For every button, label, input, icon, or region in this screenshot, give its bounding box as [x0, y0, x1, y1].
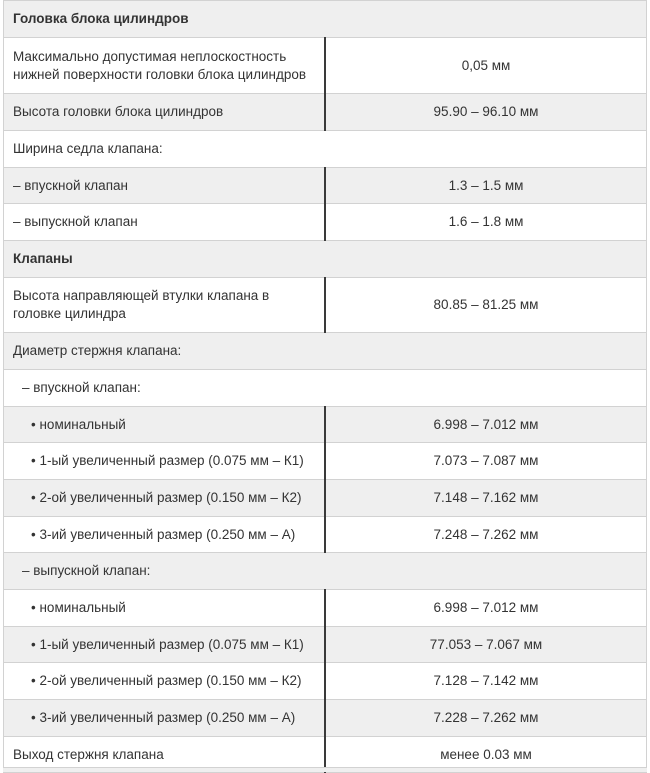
row-value: 1.3 – 1.5 мм: [325, 168, 647, 204]
subheading-label: Ширина седла клапана:: [4, 131, 647, 168]
table-row: [4, 38, 647, 94]
row-label: Выход стержня клапана: [4, 737, 326, 773]
row-label: • 3-ий увеличенный размер (0.250 мм – А): [4, 517, 326, 553]
row-value: 80.85 – 81.25 мм: [325, 278, 647, 333]
row-label: • номинальный: [4, 407, 326, 443]
table-row: [4, 627, 647, 663]
subheading-row: [4, 553, 647, 590]
row-value: 7.128 – 7.142 мм: [325, 663, 647, 700]
row-value: 7.248 – 7.262 мм: [325, 517, 647, 553]
row-value: 6.998 – 7.012 мм: [325, 590, 647, 627]
row-value: 6.998 – 7.012 мм: [325, 407, 647, 443]
row-value: 1.6 – 1.8 мм: [325, 204, 647, 241]
row-label: Высота головки блока цилиндров: [4, 94, 326, 131]
section-row-valves: [4, 241, 647, 278]
row-label: Максимально допустимая неплоскостность нижней поверхности головки блока цилиндров: [4, 38, 326, 94]
row-value: 7.073 – 7.087 мм: [325, 443, 647, 480]
subheading-label: – впускной клапан:: [4, 370, 647, 407]
spec-table-body: [4, 1, 647, 773]
row-value: 7.148 – 7.162 мм: [325, 480, 647, 517]
row-label: • 2-ой увеличенный размер (0.150 мм – К2): [4, 480, 326, 517]
row-value: менее 0.03 мм: [325, 737, 647, 773]
row-label: • 1-ый увеличенный размер (0.075 мм – К1): [4, 627, 326, 663]
row-value: 7.228 – 7.262 мм: [325, 700, 647, 737]
section-title: Головка блока цилиндров: [4, 1, 647, 38]
section-row-cylinder-head: [4, 1, 647, 38]
table-row: [4, 480, 647, 517]
table-row: [4, 663, 647, 700]
subheading-label: – выпускной клапан:: [4, 553, 647, 590]
table-row: [4, 590, 647, 627]
row-label: • 2-ой увеличенный размер (0.150 мм – К2): [4, 663, 326, 700]
row-label: – впускной клапан: [4, 168, 326, 204]
table-row: [4, 443, 647, 480]
next-row-edge: [3, 767, 647, 772]
table-row: [4, 700, 647, 737]
table-row: [4, 94, 647, 131]
row-label: • номинальный: [4, 590, 326, 627]
row-value: 0,05 мм: [325, 38, 647, 94]
table-row: [4, 168, 647, 204]
subheading-row: [4, 370, 647, 407]
table-row: [4, 517, 647, 553]
spec-table: [3, 0, 647, 773]
row-label: • 3-ий увеличенный размер (0.250 мм – А): [4, 700, 326, 737]
section-title: Клапаны: [4, 241, 647, 278]
row-label: Высота направляющей втулки клапана в головке цилиндра: [4, 278, 326, 333]
subheading-label: Диаметр стержня клапана:: [4, 333, 647, 370]
row-label: – выпускной клапан: [4, 204, 326, 241]
table-row: [4, 278, 647, 333]
row-value: 95.90 – 96.10 мм: [325, 94, 647, 131]
row-value: 77.053 – 7.067 мм: [325, 627, 647, 663]
subheading-row: [4, 333, 647, 370]
table-row: [4, 407, 647, 443]
subheading-row: [4, 131, 647, 168]
table-row: [4, 204, 647, 241]
row-label: • 1-ый увеличенный размер (0.075 мм – К1): [4, 443, 326, 480]
